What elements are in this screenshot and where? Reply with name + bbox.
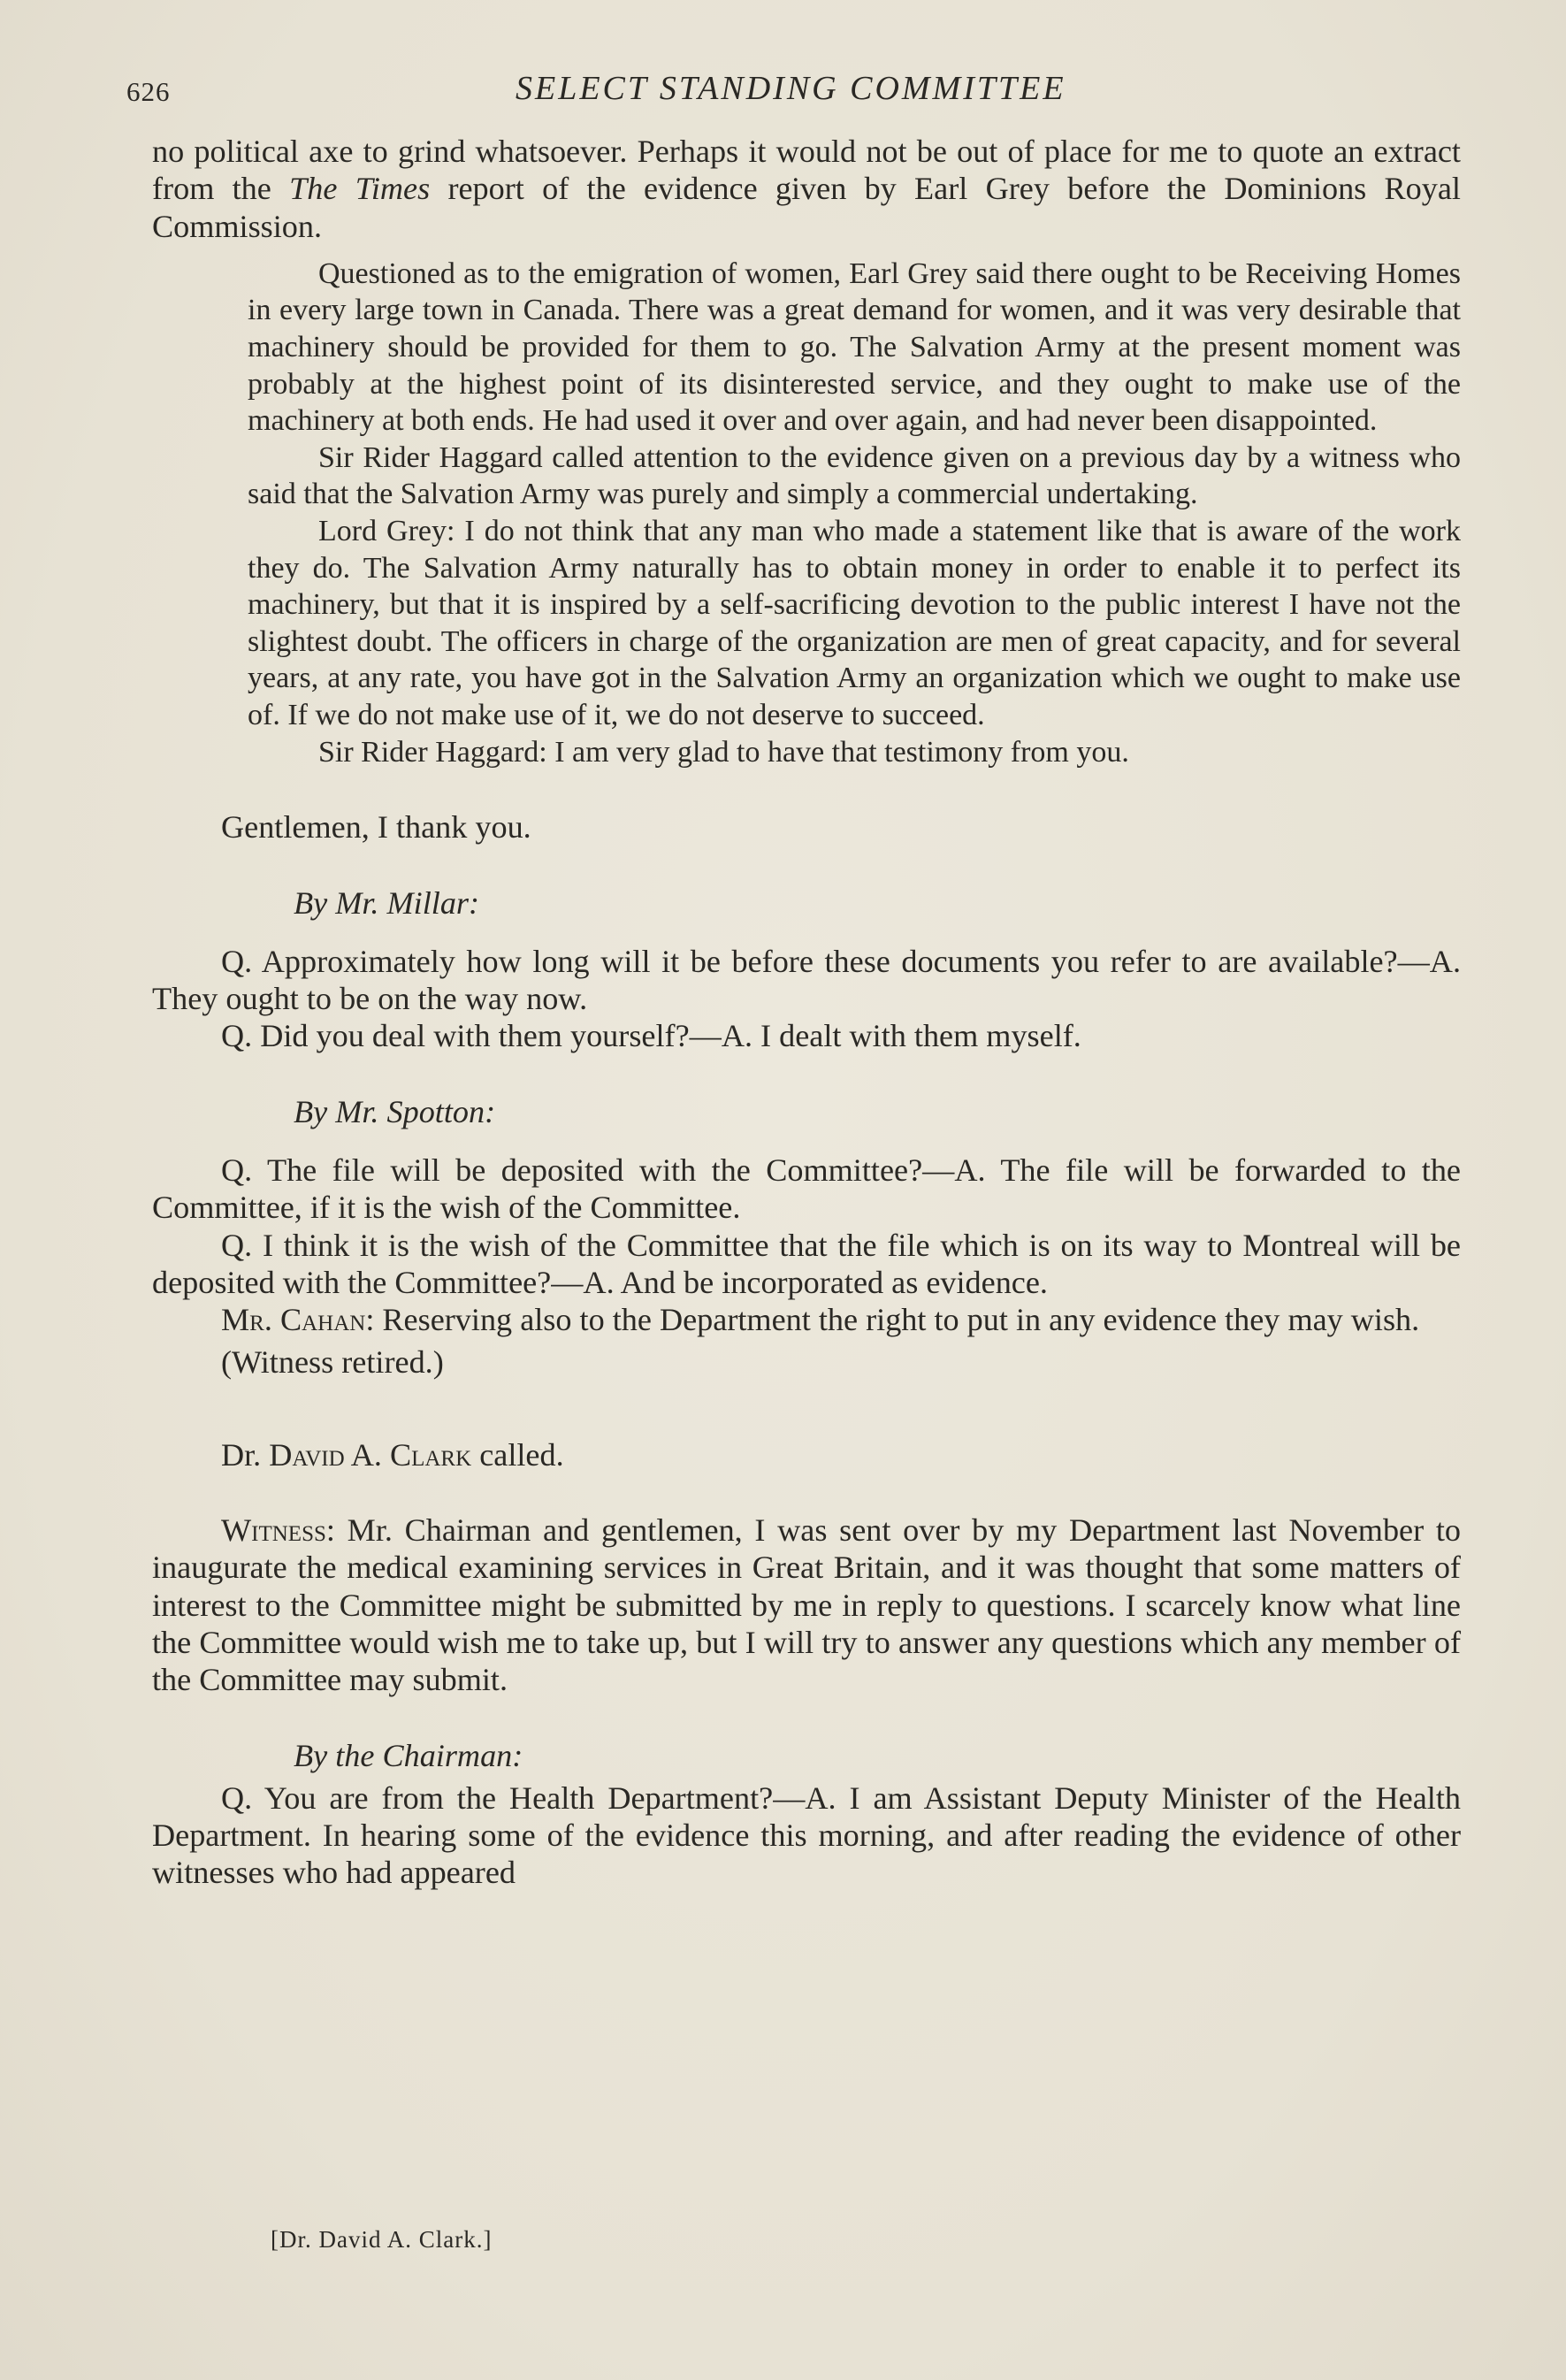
intro-text-end: report of the evidence given by Earl Grey before the Dominions Royal Commission. [152,171,1461,244]
byline-millar: By Mr. Millar: [294,884,480,921]
witness-statement [152,1511,1461,1698]
quote-paragraph: Sir Rider Haggard called attention to the evidence given on a previous day by a witness who said that the Salvation Army was purely and simply a commercial undertaking. [248,440,1461,511]
witness-retired: (Witness retired.) [221,1344,444,1381]
qa-paragraph: Q. Approximately how long will it be before these documents you refer to are available?—A. They ought to be on the way now. [152,943,1461,1017]
page-body [152,133,1461,1892]
cahan-statement [152,1301,1461,1338]
intro-paragraph [152,133,1461,245]
running-head: SELECT STANDING COMMITTEE [516,70,1066,107]
called-text: called. [471,1436,564,1473]
title-prefix: Dr. [221,1436,270,1473]
page-header [126,69,1453,113]
quote-paragraph: Questioned as to the emigration of women, Earl Grey said there ought to be Receiving Homes in every large town in Canada. There was a great demand for women, and it was very desirable that machinery should be provided for them to go. The Salvation Army at the present moment was probably at the highest point of its disinterested service, and they ought to make use of the machinery at both ends. He had used it over and over again, and had never been disappointed. [248,256,1461,438]
thanks-line: Gentlemen, I thank you. [221,809,531,846]
quote-paragraph: Lord Grey: I do not think that any man who made a statement like that is aware of the work they do. The Salvation Army naturally has to obtain money in order to enable it to perfect its machinery, but that it is inspired by a self-sacrificing devotion to the public interest I have not the slightest doubt. The officers in charge of the organization are men of great capacity, and for several years, at any rate, you have got in the Salvation Army an organization which we ought to make use of. If we do not make use of it, we do not deserve to succeed. [248,515,1461,732]
intro-text: no political axe to grind whatsoever. Perhaps it would not be out of place for me to quote an extract from the [152,134,1461,207]
witness-label: Witness [221,1512,326,1549]
qa-paragraph: Q. I think it is the wish of the Committee that the file which is on its way to Montreal will be deposited with the Committee?—A. And be incorporated as evidence. [152,1227,1461,1300]
witness-name: David A. Clark [269,1436,472,1473]
newspaper-title: The Times [289,171,431,207]
byline-chairman: By the Chairman: [294,1737,523,1773]
qa-paragraph: Q. The file will be deposited with the Committee?—A. The file will be forwarded to the Committee, if it is the wish of the Committee. [152,1152,1461,1226]
qa-paragraph: Q. Did you deal with them yourself?—A. I dealt with them myself. [221,1018,1081,1054]
statement-text: : Reserving also to the Department the right to put in any evidence they may wish. [365,1302,1420,1338]
witness-footer: [Dr. David A. Clark.] [271,2226,493,2253]
quoted-extract [248,256,1461,770]
speaker-name: Mr. Cahan [221,1302,366,1338]
statement-text: : Mr. Chairman and gentlemen, I was sent over by my Department last November to inaugurate the medical examining services in Great Britain, and it was thought that some matters of interest to the Committee might be submitted by me in reply to questions. I scarcely know what line the Committee would wish me to take up, but I will try to answer any questions which any member of the Committee may submit. [152,1512,1461,1698]
quote-paragraph: Sir Rider Haggard: I am very glad to have that testimony from you. [318,735,1129,769]
byline-spotton: By Mr. Spotton: [294,1093,496,1129]
page-number: 626 [126,76,171,107]
qa-paragraph: Q. You are from the Health Department?—A. I am Assistant Deputy Minister of the Health Department. In hearing some of the evidence this morning, and after reading the evidence of other witnesses who had appeared [152,1779,1461,1891]
witness-called [152,1436,1461,1473]
